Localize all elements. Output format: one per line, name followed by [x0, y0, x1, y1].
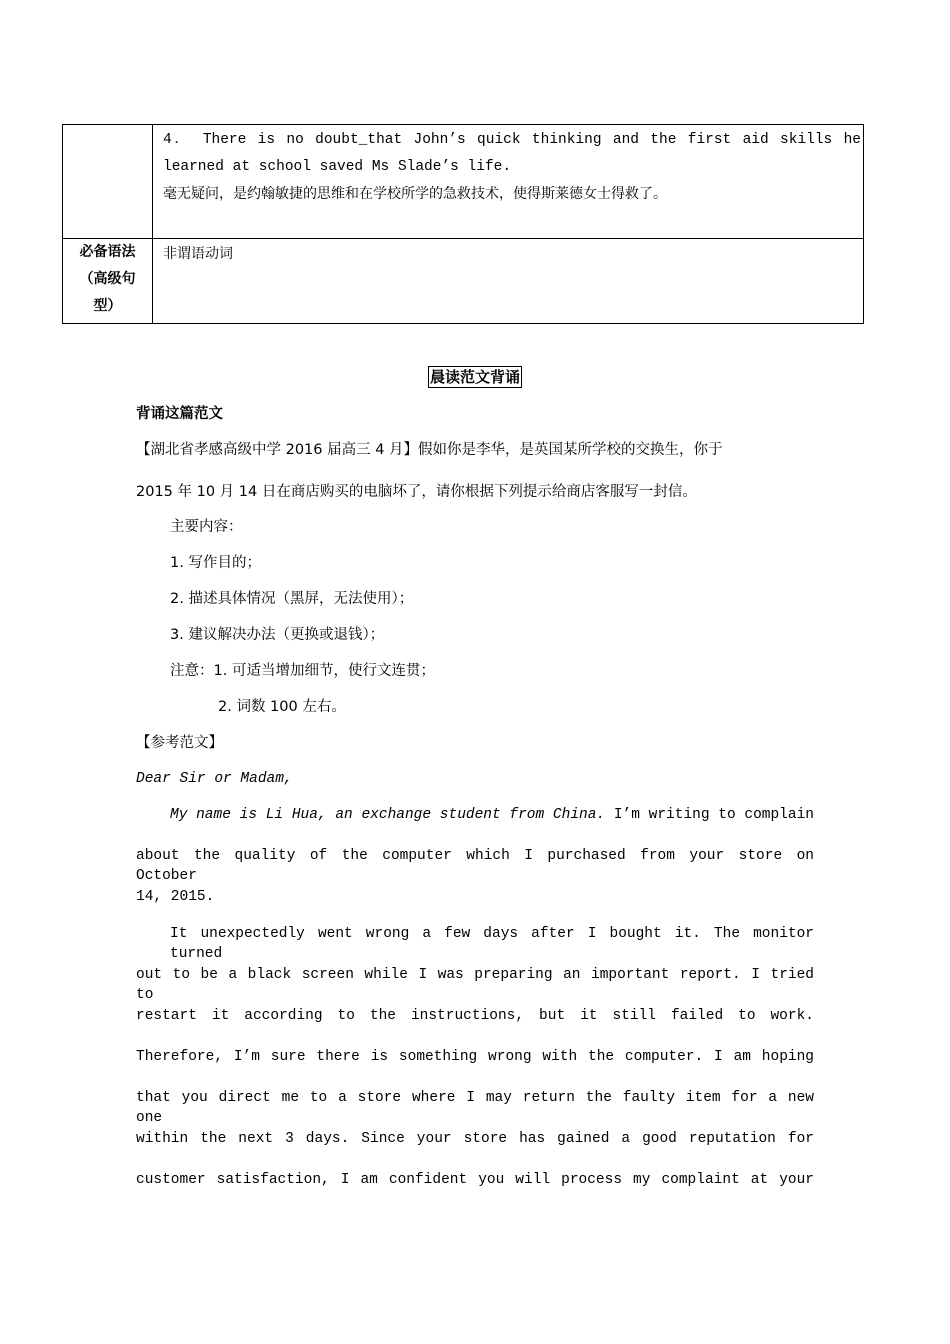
main-content-label: 主要内容： [170, 519, 243, 535]
essay-greeting: Dear Sir or Madam, [136, 771, 293, 787]
reference-label: 【参考范文】 [136, 735, 223, 751]
sentence-chinese-translation: 毫无疑问，是约翰敏捷的思维和在学校所学的急救技术，使得斯莱德女士得救了。 [163, 186, 667, 202]
section-title-text: 晨读范文背诵 [429, 368, 520, 386]
essay-intro-italic: My name is Li Hua, an exchange student from China. [170, 807, 606, 823]
sentence-english-line: learned at school saved Ms Slade’s life. [163, 159, 512, 175]
grammar-label-line: （高级句 [79, 271, 136, 287]
essay-line: 14, 2015. [136, 889, 215, 905]
grammar-topic: 非谓语动词 [163, 246, 233, 262]
grammar-table [62, 124, 864, 324]
essay-line: about the quality of the computer which I purchased from your store on October [136, 848, 814, 884]
note-line: 注意：1. 可适当增加细节，使行文连贯； [170, 663, 435, 679]
essay-line: restart it according to the instructions, but it still failed to work. [136, 1008, 814, 1024]
requirement-point: 2. 描述具体情况（黑屏，无法使用）； [170, 591, 414, 607]
prompt-line: 2015 年 10 月 14 日在商店购买的电脑坏了，请你根据下列提示给商店客服写一封信。 [136, 484, 697, 500]
grammar-label-line: 型） [93, 298, 122, 314]
sentence-english-line: 4． There is no doubt_that John’s quick thinking and the first aid skills he [163, 132, 861, 148]
table-label-cell [63, 239, 153, 324]
essay-line: Therefore, I’m sure there is something wrong with the computer. I am hoping [136, 1049, 814, 1065]
essay-line: that you direct me to a store where I may return the faulty item for a new one [136, 1090, 814, 1126]
grammar-label-line: 必备语法 [79, 244, 136, 260]
table-row [63, 125, 864, 239]
table-content-cell [153, 239, 864, 324]
requirement-point: 3. 建议解决办法（更换或退钱）； [170, 627, 385, 643]
table-content-cell [153, 125, 864, 239]
essay-line: customer satisfaction, I am confident you will process my complaint at your [136, 1172, 814, 1188]
section-title [0, 366, 950, 388]
essay-line: It unexpectedly went wrong a few days after I bought it. The monitor turned [170, 926, 814, 962]
essay-intro-rest: I’m writing to complain [605, 807, 814, 823]
table-label-cell [63, 125, 153, 239]
requirement-point: 1. 写作目的； [170, 555, 261, 571]
section-subtitle: 背诵这篇范文 [136, 406, 223, 422]
essay-line [170, 805, 814, 825]
note-line: 2. 词数 100 左右。 [218, 699, 346, 715]
essay-line: within the next 3 days. Since your store has gained a good reputation for [136, 1131, 814, 1147]
table-row [63, 239, 864, 324]
essay-line: out to be a black screen while I was preparing an important report. I tried to [136, 967, 814, 1003]
prompt-line: 【湖北省孝感高级中学 2016 届高三 4 月】假如你是李华，是英国某所学校的交换生，你于 [136, 442, 723, 458]
